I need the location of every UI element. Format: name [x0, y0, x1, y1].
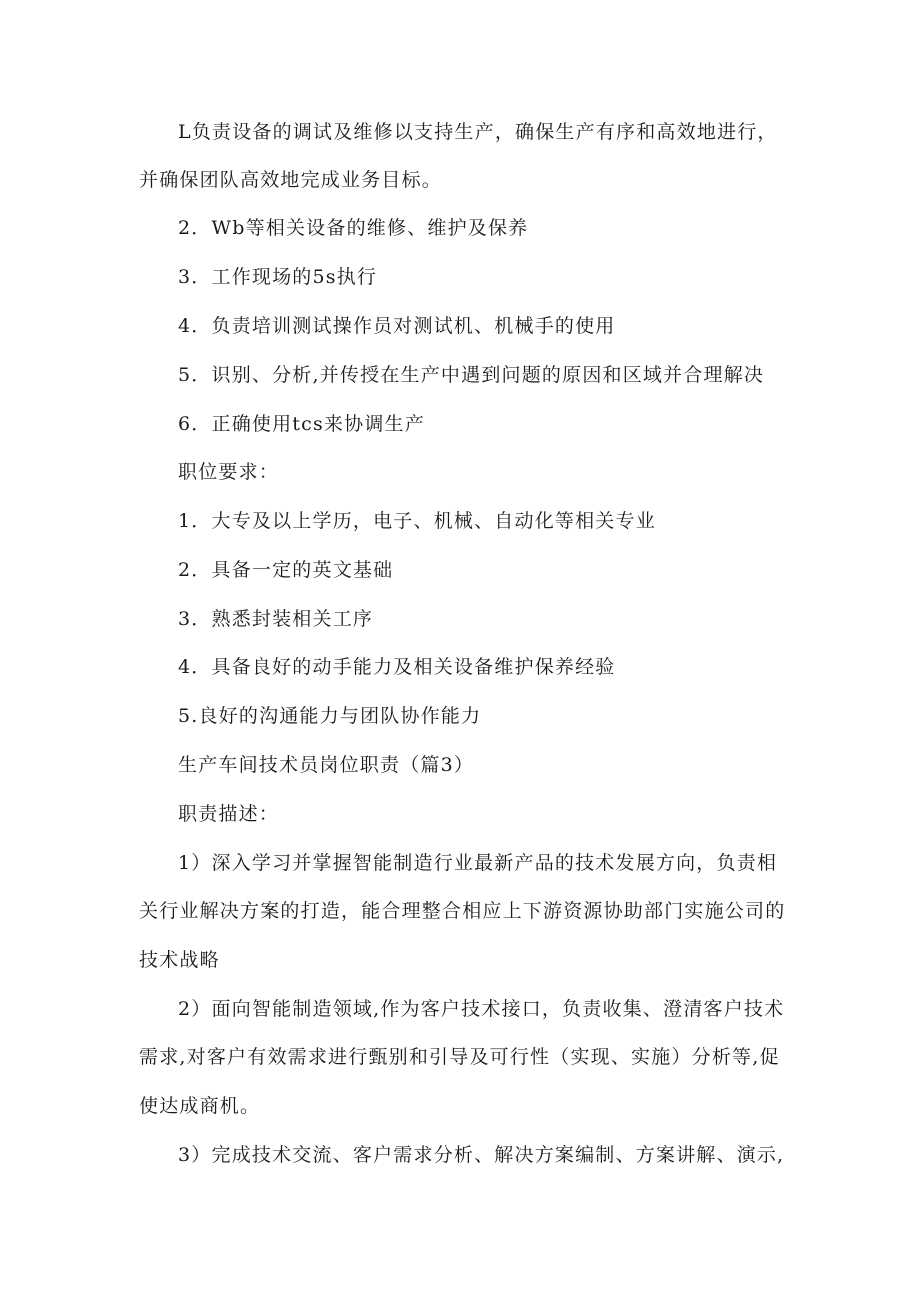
paragraph-line: 3）完成技术交流、客户需求分析、解决方案编制、方案讲解、演示,	[178, 1144, 785, 1166]
paragraph-line: 1）深入学习并掌握智能制造行业最新产品的技术发展方向，负责相	[178, 852, 778, 874]
list-item: 5．识别、分析,并传授在生产中遇到问题的原因和区域并合理解决	[178, 364, 765, 386]
paragraph-line: 使达成商机。	[139, 1095, 261, 1117]
list-item: 5.良好的沟通能力与团队协作能力	[178, 705, 482, 727]
list-item: 3．工作现场的5s执行	[178, 266, 378, 288]
paragraph-line: 技术战略	[139, 949, 220, 971]
paragraph-line: 2）面向智能制造领域,作为客户技术接口，负责收集、澄清客户技术	[178, 998, 785, 1020]
paragraph-line: 并确保团队高效地完成业务目标。	[139, 169, 443, 191]
section-heading: 职责描述：	[178, 803, 280, 825]
paragraph-line: L负责设备的调试及维修以支持生产，确保生产有序和高效地进行，	[178, 121, 778, 143]
list-item: 2．具备一定的英文基础	[178, 559, 394, 581]
list-item: 6．正确使用tcs来协调生产	[178, 413, 425, 435]
paragraph-line: 需求,对客户有效需求进行甄别和引导及可行性（实现、实施）分析等,促	[139, 1046, 780, 1068]
list-item: 1．大专及以上学历，电子、机械、自动化等相关专业	[178, 510, 656, 532]
section-heading: 职位要求：	[178, 461, 280, 483]
section-title: 生产车间技术员岗位职责（篇3）	[178, 754, 475, 776]
list-item: 2．Wb等相关设备的维修、维护及保养	[178, 217, 529, 239]
paragraph-line: 关行业解决方案的打造，能合理整合相应上下游资源协助部门实施公司的	[139, 900, 786, 922]
list-item: 3．熟悉封装相关工序	[178, 608, 374, 630]
list-item: 4．负责培训测试操作员对测试机、机械手的使用	[178, 315, 616, 337]
list-item: 4．具备良好的动手能力及相关设备维护保养经验	[178, 656, 616, 678]
